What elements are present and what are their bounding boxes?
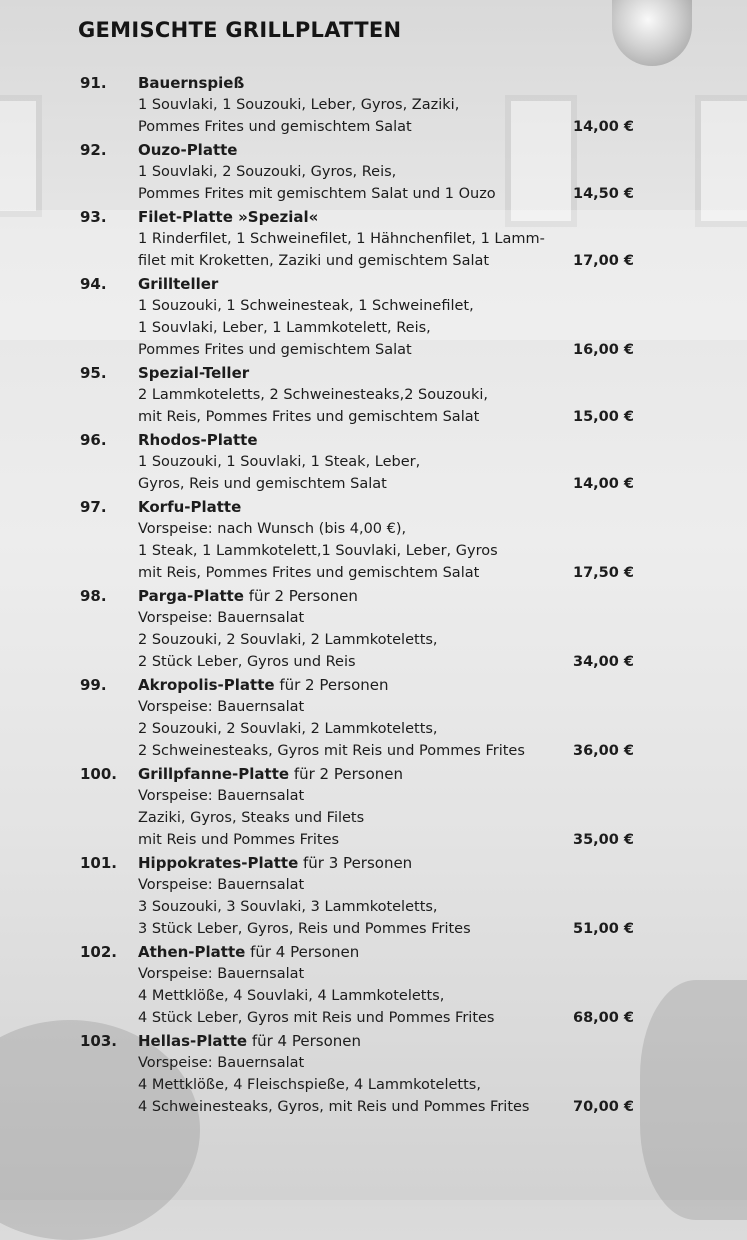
menu-item xyxy=(0,206,747,272)
item-description-line: Vorspeise: Bauernsalat xyxy=(138,699,305,715)
item-name: Rhodos-Platte xyxy=(138,431,258,449)
menu-item xyxy=(0,585,747,673)
item-description-line: Zaziki, Gyros, Steaks und Filets xyxy=(138,810,365,826)
item-description-line: Pommes Frites und gemischtem Salat xyxy=(138,342,412,358)
item-number: 98. xyxy=(80,587,107,605)
item-description-line: 1 Souzouki, 1 Schweinesteak, 1 Schweinefilet, xyxy=(138,298,474,314)
item-description-line: 4 Mettklöße, 4 Fleischspieße, 4 Lammkoteletts, xyxy=(138,1077,481,1093)
item-description-line: 4 Stück Leber, Gyros mit Reis und Pommes Frites xyxy=(138,1010,495,1026)
item-price: 68,00 € xyxy=(572,1010,634,1026)
page-title: GEMISCHTE GRILLPLATTEN xyxy=(78,18,402,42)
menu-item xyxy=(0,139,747,205)
item-description-line: 2 Souzouki, 2 Souvlaki, 2 Lammkoteletts, xyxy=(138,632,438,648)
item-number: 96. xyxy=(80,431,107,449)
item-price: 16,00 € xyxy=(572,342,634,358)
item-description-line: 4 Mettklöße, 4 Souvlaki, 4 Lammkoteletts, xyxy=(138,988,445,1004)
item-number: 100. xyxy=(80,765,118,783)
item-number: 92. xyxy=(80,141,107,159)
item-heading xyxy=(138,1030,747,1052)
item-number: 93. xyxy=(80,208,107,226)
menu-item xyxy=(0,362,747,428)
item-description-line: Vorspeise: Bauernsalat xyxy=(138,788,305,804)
item-price: 36,00 € xyxy=(572,743,634,759)
item-name: Parga-Platte xyxy=(138,587,244,605)
item-description-line: mit Reis, Pommes Frites und gemischtem Salat xyxy=(138,409,480,425)
item-price: 51,00 € xyxy=(572,921,634,937)
item-name: Ouzo-Platte xyxy=(138,141,238,159)
item-description-line: Vorspeise: Bauernsalat xyxy=(138,966,305,982)
item-description-line: 1 Souvlaki, 2 Souzouki, Gyros, Reis, xyxy=(138,164,397,180)
item-name: Hippokrates-Platte xyxy=(138,854,299,872)
item-heading xyxy=(138,763,747,785)
item-number: 102. xyxy=(80,943,118,961)
item-heading xyxy=(138,429,747,451)
item-description-line: mit Reis und Pommes Frites xyxy=(138,832,340,848)
item-description-line: Vorspeise: Bauernsalat xyxy=(138,877,305,893)
item-name: Athen-Platte xyxy=(138,943,246,961)
item-description-line: Vorspeise: Bauernsalat xyxy=(138,610,305,626)
item-description-line: 2 Souzouki, 2 Souvlaki, 2 Lammkoteletts, xyxy=(138,721,438,737)
item-heading xyxy=(138,362,747,384)
item-serving-note: für 2 Personen xyxy=(243,587,358,605)
item-name: Grillpfanne-Platte xyxy=(138,765,290,783)
item-description-line: 4 Schweinesteaks, Gyros, mit Reis und Pommes Frites xyxy=(138,1099,530,1115)
item-name: Akropolis-Platte xyxy=(138,676,275,694)
item-heading xyxy=(138,674,747,696)
item-description-line: mit Reis, Pommes Frites und gemischtem Salat xyxy=(138,565,480,581)
menu-item xyxy=(0,674,747,762)
item-description-line: Pommes Frites mit gemischtem Salat und 1 Ouzo xyxy=(138,186,496,202)
item-price: 15,00 € xyxy=(572,409,634,425)
item-number: 99. xyxy=(80,676,107,694)
item-price: 70,00 € xyxy=(572,1099,634,1115)
menu-item xyxy=(0,273,747,361)
item-name: Bauernspieß xyxy=(138,74,245,92)
item-number: 97. xyxy=(80,498,107,516)
item-price: 14,00 € xyxy=(572,119,634,135)
item-description-line: 1 Souvlaki, 1 Souzouki, Leber, Gyros, Zaziki, xyxy=(138,97,460,113)
item-number: 95. xyxy=(80,364,107,382)
item-heading xyxy=(138,72,747,94)
item-description-line: Gyros, Reis und gemischtem Salat xyxy=(138,476,387,492)
item-description-line: filet mit Kroketten, Zaziki und gemischtem Salat xyxy=(138,253,490,269)
lamp-ornament xyxy=(612,0,692,66)
item-name: Hellas-Platte xyxy=(138,1032,248,1050)
item-heading xyxy=(138,139,747,161)
item-heading xyxy=(138,496,747,518)
item-heading xyxy=(138,273,747,295)
item-name: Korfu-Platte xyxy=(138,498,242,516)
item-name: Filet-Platte »Spezial« xyxy=(138,208,319,226)
item-heading xyxy=(138,585,747,607)
menu-item xyxy=(0,429,747,495)
menu-list xyxy=(0,72,747,1119)
menu-item xyxy=(0,852,747,940)
item-serving-note: für 2 Personen xyxy=(274,676,389,694)
item-price: 14,00 € xyxy=(572,476,634,492)
menu-item xyxy=(0,763,747,851)
item-description-line: 3 Souzouki, 3 Souvlaki, 3 Lammkoteletts, xyxy=(138,899,438,915)
item-price: 17,50 € xyxy=(572,565,634,581)
item-description-line: 1 Souzouki, 1 Souvlaki, 1 Steak, Leber, xyxy=(138,454,421,470)
item-heading xyxy=(138,852,747,874)
item-name: Spezial-Teller xyxy=(138,364,250,382)
item-description-line: 1 Souvlaki, Leber, 1 Lammkotelett, Reis, xyxy=(138,320,431,336)
item-description-line: 3 Stück Leber, Gyros, Reis und Pommes Frites xyxy=(138,921,471,937)
menu-item xyxy=(0,496,747,584)
item-description-line: Pommes Frites und gemischtem Salat xyxy=(138,119,412,135)
item-price: 17,00 € xyxy=(572,253,634,269)
item-name: Grillteller xyxy=(138,275,219,293)
item-number: 101. xyxy=(80,854,118,872)
menu-item xyxy=(0,72,747,138)
item-description-line: Vorspeise: Bauernsalat xyxy=(138,1055,305,1071)
item-number: 103. xyxy=(80,1032,118,1050)
item-description-line: 2 Schweinesteaks, Gyros mit Reis und Pommes Frites xyxy=(138,743,525,759)
item-description-line: 1 Steak, 1 Lammkotelett,1 Souvlaki, Leber, Gyros xyxy=(138,543,498,559)
item-serving-note: für 4 Personen xyxy=(247,1032,362,1050)
item-price: 35,00 € xyxy=(572,832,634,848)
menu-item xyxy=(0,941,747,1029)
item-heading xyxy=(138,941,747,963)
item-description-line: 2 Lammkoteletts, 2 Schweinesteaks,2 Souzouki, xyxy=(138,387,489,403)
item-price: 34,00 € xyxy=(572,654,634,670)
item-serving-note: für 4 Personen xyxy=(245,943,360,961)
item-description-line: 2 Stück Leber, Gyros und Reis xyxy=(138,654,356,670)
menu-item xyxy=(0,1030,747,1118)
item-heading xyxy=(138,206,747,228)
item-description-line: Vorspeise: nach Wunsch (bis 4,00 €), xyxy=(138,521,407,537)
item-serving-note: für 2 Personen xyxy=(289,765,404,783)
item-description-line: 1 Rinderfilet, 1 Schweinefilet, 1 Hähnchenfilet, 1 Lamm- xyxy=(138,231,545,247)
item-number: 91. xyxy=(80,74,107,92)
item-number: 94. xyxy=(80,275,107,293)
item-serving-note: für 3 Personen xyxy=(298,854,413,872)
item-price: 14,50 € xyxy=(572,186,634,202)
